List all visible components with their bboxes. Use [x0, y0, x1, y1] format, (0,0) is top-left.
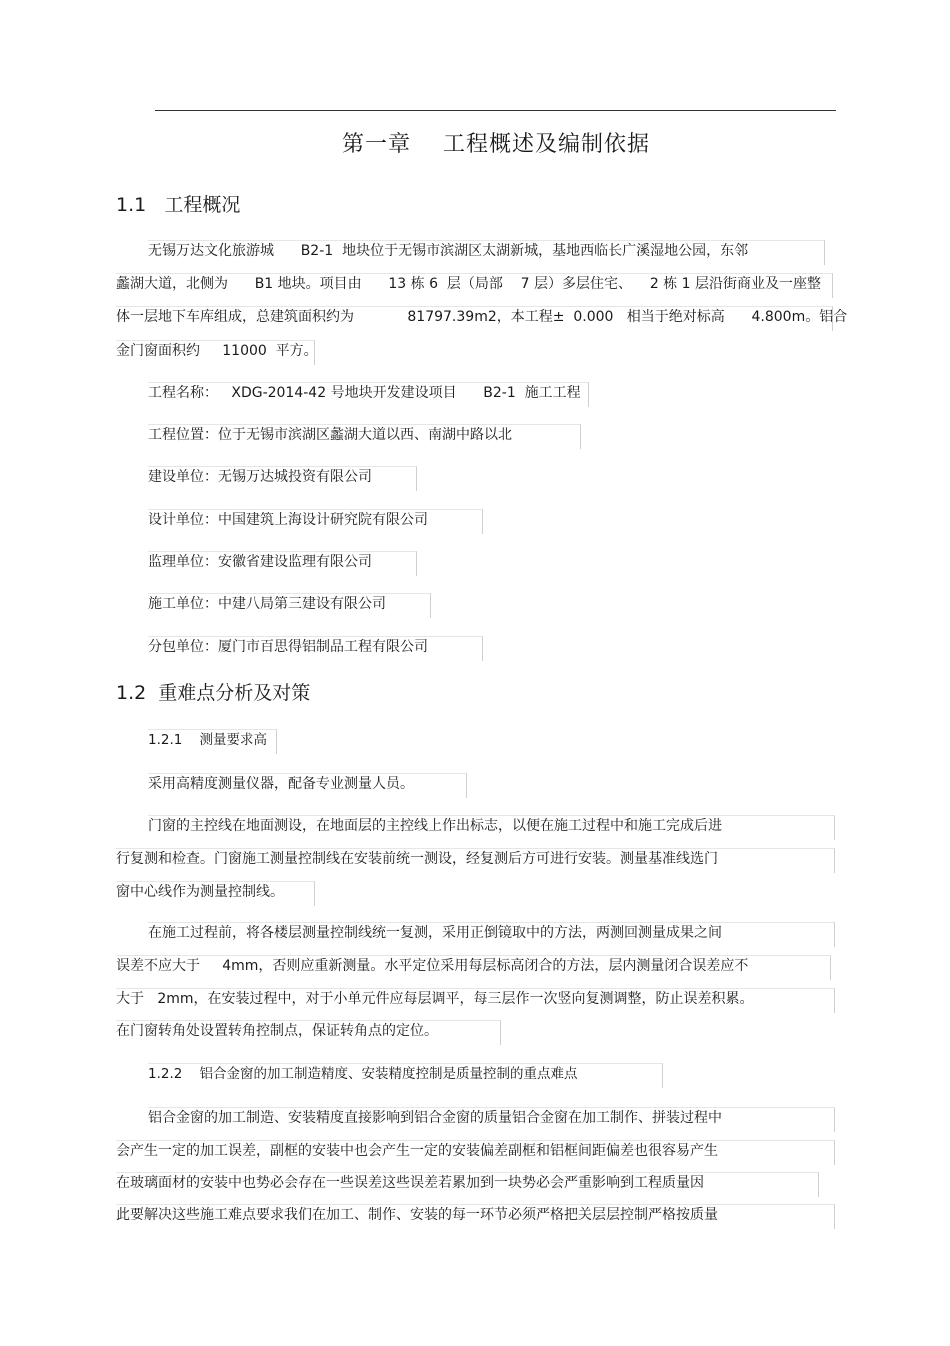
info-project-location: 工程位置：位于无锡市滨湖区蠡湖大道以西、南湖中路以北 [148, 427, 512, 443]
paragraph-line: 行复测和检查。门窗施工测量控制线在安装前统一测设，经复测后方可进行安装。测量基准线选门 [116, 851, 718, 867]
subsection-heading-1-2-2: 1.2.2 铝合金窗的加工制造精度、安装精度控制是质量控制的重点难点 [148, 1066, 578, 1082]
paragraph-line: 铝合金窗的加工制造、安装精度直接影响到铝合金窗的质量铝合金窗在加工制作、拼装过程中 [148, 1110, 722, 1126]
header-rule [155, 110, 836, 111]
info-contractor: 施工单位：中建八局第三建设有限公司 [148, 596, 386, 612]
paragraph-line: 在玻璃面材的安装中也势必会存在一些误差这些误差若累加到一块势必会严重影响到工程质量因 [116, 1175, 704, 1191]
paragraph-line: 会产生一定的加工误差，副框的安装中也会产生一定的安装偏差副框和铝框间距偏差也很容易产生 [116, 1143, 718, 1159]
paragraph-line: 误差不应大于 4mm，否则应重新测量。水平定位采用每层标高闭合的方法，层内测量闭合误差应不 [116, 958, 749, 974]
info-designer: 设计单位：中国建筑上海设计研究院有限公司 [148, 512, 428, 528]
chapter-title: 第一章 工程概述及编制依据 [342, 132, 650, 157]
paragraph-line: 在门窗转角处设置转角控制点，保证转角点的定位。 [116, 1023, 438, 1039]
paragraph-line: 大于 2mm，在安装过程中，对于小单元件应每层调平，每三层作一次竖向复测调整，防止误差积累。 [116, 991, 754, 1007]
intro-line: 体一层地下车库组成，总建筑面积约为 81797.39m2，本工程± 0.000 相当于绝对标高 4.800m。铝合 [116, 309, 848, 325]
section-heading-1-2: 1.2 重难点分析及对策 [116, 682, 311, 704]
info-project-name: 工程名称： XDG-2014-42 号地块开发建设项目 B2-1 施工工程 [148, 385, 581, 401]
paragraph-line: 在施工过程前，将各楼层测量控制线统一复测，采用正倒镜取中的方法，两测回测量成果之间 [148, 925, 722, 941]
intro-line: 蠡湖大道，北侧为 B1 地块。项目由 13 栋 6 层（局部 7 层）多层住宅、 2 栋 1 层沿街商业及一座整 [116, 276, 822, 292]
intro-line: 无锡万达文化旅游城 B2-1 地块位于无锡市滨湖区太湖新城，基地西临长广溪湿地公园，东邻 [148, 243, 749, 259]
info-supervisor: 监理单位：安徽省建设监理有限公司 [148, 554, 372, 570]
paragraph-line: 门窗的主控线在地面测设，在地面层的主控线上作出标志，以便在施工过程中和施工完成后进 [148, 818, 722, 834]
info-owner: 建设单位：无锡万达城投资有限公司 [148, 469, 372, 485]
paragraph-line: 窗中心线作为测量控制线。 [116, 884, 284, 900]
section-heading-1-1: 1.1 工程概况 [116, 194, 241, 216]
paragraph-line: 此要解决这些施工难点要求我们在加工、制作、安装的每一环节必须严格把关层层控制严格按质量 [116, 1207, 718, 1223]
paragraph-line: 采用高精度测量仪器，配备专业测量人员。 [148, 776, 414, 792]
intro-line: 金门窗面积约 11000 平方。 [116, 343, 318, 359]
subsection-heading-1-2-1: 1.2.1 测量要求高 [148, 732, 268, 748]
info-subcontractor: 分包单位：厦门市百思得铝制品工程有限公司 [148, 639, 428, 655]
